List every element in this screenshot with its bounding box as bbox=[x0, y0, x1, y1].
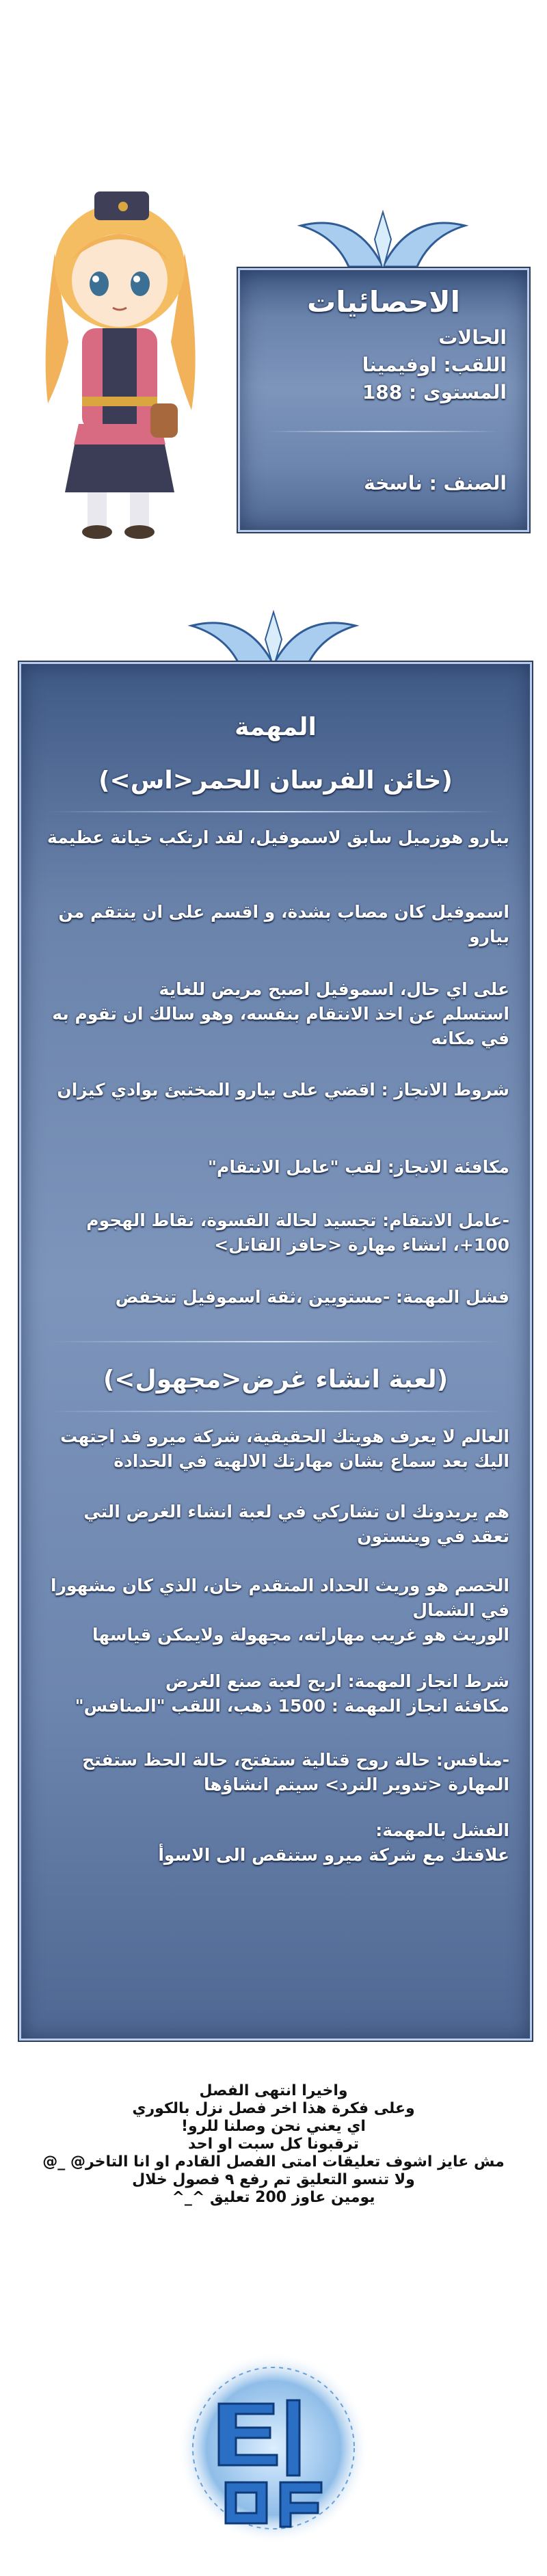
quest2-failure: علاقتك مع شركة ميرو ستنقص الى الاسوأ bbox=[158, 1845, 509, 1865]
quest2-story-1: العالم لا يعرف هويتك الحقيقية، شركة ميرو قد اجتهت اليك بعد سماع بشان مهارتك الالهية في الحدادة bbox=[60, 1426, 509, 1471]
class-line: الصنف : ناسخة bbox=[364, 472, 507, 494]
note-line-7: يومين عاوز 200 تعليق ^_^ bbox=[172, 2189, 375, 2206]
wing-ornament-quest bbox=[171, 602, 376, 670]
stats-divider bbox=[267, 431, 500, 432]
quest1-story-2: اسموفيل كان مصاب بشدة، و اقسم على ان ينتقم من بيارو bbox=[58, 902, 509, 946]
quest-panel bbox=[19, 662, 532, 2041]
quest2-reward-detail: -منافس: حالة روح قتالية ستفتح، حالة الحظ ستفتح المهارة <تدوير النرد> سيتم انشاؤها bbox=[82, 1750, 509, 1794]
quest2-condition: شرط انجاز المهمة: اربح لعبة صنع الغرض bbox=[165, 1671, 509, 1691]
stats-title: الاحصائيات bbox=[307, 285, 460, 319]
note-line-1: واخيرا انتهى الفصل bbox=[199, 2082, 348, 2099]
quest2-story-3a: الخصم هو وريث الحداد المتقدم خان، الذي كان مشهورا في الشمال bbox=[51, 1576, 509, 1620]
quest1-name: (خائن الفرسان الحمر<اس>) bbox=[98, 767, 453, 795]
note-line-4: ترقبونا كل سبت او احد bbox=[188, 2136, 359, 2153]
quest-separator bbox=[49, 1341, 503, 1342]
quest1-failure: فشل المهمة: -مستويين ،ثقة اسموفيل تنخفض bbox=[115, 1287, 509, 1307]
translator-note bbox=[0, 2082, 547, 2207]
quest2-story-3b: الوريث هو غريب مهاراته، مجهولة ولايمكن قياسها bbox=[92, 1625, 509, 1645]
quest2-story-2: هم يريدونك ان تشاركي في لعبة انشاء الغرض التي تعقد في وينستون bbox=[83, 1502, 509, 1546]
quest2-failure-label: الفشل بالمهمة: bbox=[375, 1820, 509, 1840]
note-line-2: وعلى فكرة هذا اخر فصل نزل بالكوري bbox=[132, 2100, 415, 2117]
quest1-condition: شروط الانجاز : اقضي على بيارو المختبئ بوادي كيزان bbox=[57, 1080, 509, 1100]
series-logo bbox=[171, 2335, 376, 2554]
quest-heading: المهمة bbox=[235, 713, 317, 741]
states-label: الحالات bbox=[438, 326, 507, 349]
note-line-6: ولا تنسو التعليق تم رفع ٩ فصول خلال bbox=[132, 2171, 415, 2188]
quest1-story-3b: استسلم عن اخذ الانتقام بنفسه، وهو سالك ان تقوم به في مكانه bbox=[52, 1004, 509, 1048]
quest1-name-divider bbox=[49, 811, 503, 812]
quest1-reward-detail: -عامل الانتقام: تجسيد لحالة القسوة، نقاط الهجوم 100+، انشاء مهارة <حافز القاتل> bbox=[86, 1210, 509, 1255]
quest1-story-3a: على اي حال، اسموفيل اصبح مريض للغاية bbox=[159, 979, 509, 999]
character-illustration bbox=[14, 171, 226, 554]
level-line: المستوى : 188 bbox=[362, 381, 507, 403]
stats-panel bbox=[238, 268, 529, 532]
quest1-story-1: بيارو هوزميل سابق لاسموفيل، لقد ارتكب خيانة عظيمة bbox=[46, 827, 509, 847]
note-line-3: اي يعني نحن وصلنا للرو! bbox=[181, 2118, 366, 2135]
title-line: اللقب: اوفيمينا bbox=[362, 354, 507, 376]
wing-ornament-top bbox=[280, 198, 485, 274]
quest2-name: (لعبة انشاء غرض<مجهول>) bbox=[103, 1366, 449, 1394]
quest2-reward: مكافئة انجاز المهمة : 1500 ذهب، اللقب "المنافس" bbox=[75, 1696, 509, 1716]
quest2-name-divider bbox=[49, 1411, 503, 1412]
quest1-reward: مكافئة الانجاز: لقب "عامل الانتقام" bbox=[208, 1157, 509, 1177]
note-line-5: مش عايز اشوف تعليقات امتى الفصل القادم او انا التاخر@ _@ bbox=[42, 2153, 505, 2170]
